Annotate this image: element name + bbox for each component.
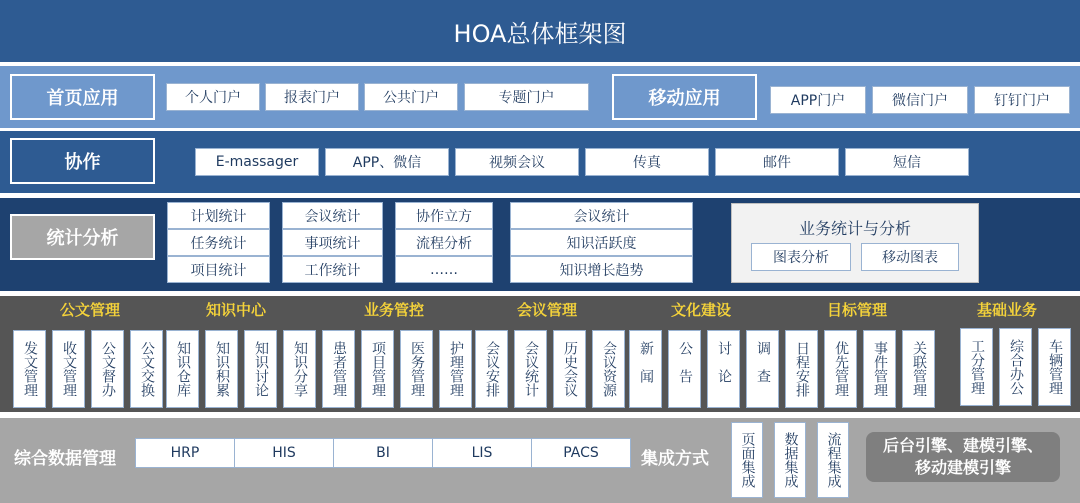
module-item: 工分管理 — [960, 328, 993, 406]
category-goal: 目标管理 — [826, 301, 887, 319]
page-title: HOA总体框架图 — [0, 0, 1080, 62]
data-management-header: 综合数据管理 — [14, 449, 116, 469]
module-item: 公文交换 — [130, 330, 163, 408]
knowledge-activity: 知识活跃度 — [510, 229, 693, 256]
public-portal: 公共门户 — [364, 83, 458, 111]
category-basic: 基础业务 — [976, 301, 1037, 319]
chart-analysis: 图表分析 — [751, 243, 851, 271]
bi-item: BI — [333, 438, 433, 468]
module-item: 公告 — [668, 330, 701, 408]
report-portal: 报表门户 — [265, 83, 359, 111]
app-wechat-item: APP、微信 — [325, 148, 449, 176]
fax-item: 传真 — [585, 148, 709, 176]
module-item: 会议资源 — [592, 330, 625, 408]
row-homepage-apps — [0, 66, 1080, 128]
homepage-apps-header: 首页应用 — [10, 74, 155, 120]
lis-item: LIS — [432, 438, 532, 468]
mail-item: 邮件 — [715, 148, 839, 176]
e-massager-item: E-massager — [195, 148, 319, 176]
meeting-stats-2: 会议统计 — [510, 202, 693, 229]
engine-panel — [866, 432, 1060, 482]
category-knowledge: 知识中心 — [205, 301, 266, 319]
app-portal: APP门户 — [770, 86, 866, 114]
process-analysis: 流程分析 — [395, 229, 493, 256]
module-item: 关联管理 — [902, 330, 935, 408]
engine-line-2: 移动建模引擎 — [914, 458, 1011, 477]
page-integration: 页面集成 — [731, 422, 763, 498]
module-item: 讨论 — [707, 330, 740, 408]
matter-stats: 事项统计 — [282, 229, 383, 256]
module-item: 事件管理 — [863, 330, 896, 408]
module-item: 知识仓库 — [166, 330, 199, 408]
plan-stats: 计划统计 — [167, 202, 270, 229]
module-item: 车辆管理 — [1038, 328, 1071, 406]
module-item: 新闻 — [629, 330, 662, 408]
engine-line-1: 后台引擎、建模引擎、 — [882, 436, 1043, 455]
module-item: 知识积累 — [205, 330, 238, 408]
module-item: 公文督办 — [91, 330, 124, 408]
sms-item: 短信 — [845, 148, 969, 176]
hrp-item: HRP — [135, 438, 235, 468]
work-stats: 工作统计 — [282, 256, 383, 283]
his-item: HIS — [234, 438, 334, 468]
mobile-chart: 移动图表 — [861, 243, 959, 271]
module-item: 护理管理 — [439, 330, 472, 408]
ellipsis-item: …… — [395, 256, 493, 283]
video-meeting-item: 视频会议 — [455, 148, 579, 176]
process-integration: 流程集成 — [817, 422, 849, 498]
module-item: 会议统计 — [514, 330, 547, 408]
business-stats-title: 业务统计与分析 — [798, 219, 911, 238]
data-integration: 数据集成 — [774, 422, 806, 498]
collab-cube: 协作立方 — [395, 202, 493, 229]
module-item: 优先管理 — [824, 330, 857, 408]
dingtalk-portal: 钉钉门户 — [974, 86, 1070, 114]
wechat-portal: 微信门户 — [872, 86, 968, 114]
module-item: 收文管理 — [52, 330, 85, 408]
module-item: 知识分享 — [283, 330, 316, 408]
pacs-item: PACS — [531, 438, 631, 468]
module-item: 项目管理 — [361, 330, 394, 408]
module-item: 医务管理 — [400, 330, 433, 408]
module-item: 知识讨论 — [244, 330, 277, 408]
module-item: 调查 — [746, 330, 779, 408]
row-data-management — [0, 418, 1080, 503]
row-statistics — [0, 198, 1080, 291]
task-stats: 任务统计 — [167, 229, 270, 256]
project-stats: 项目统计 — [167, 256, 270, 283]
module-item: 会议安排 — [475, 330, 508, 408]
knowledge-growth: 知识增长趋势 — [510, 256, 693, 283]
module-item: 综合办公 — [999, 328, 1032, 406]
module-item: 患者管理 — [322, 330, 355, 408]
category-meeting: 会议管理 — [516, 301, 577, 319]
collaboration-header: 协作 — [10, 138, 155, 184]
topic-portal: 专题门户 — [464, 83, 589, 111]
business-stats-panel — [731, 203, 979, 283]
meeting-stats: 会议统计 — [282, 202, 383, 229]
module-item: 日程安排 — [785, 330, 818, 408]
mobile-apps-header: 移动应用 — [612, 74, 757, 120]
row-business-modules — [0, 296, 1080, 412]
personal-portal: 个人门户 — [166, 83, 260, 111]
category-business-control: 业务管控 — [363, 301, 424, 319]
row-collaboration — [0, 131, 1080, 193]
statistics-header: 统计分析 — [10, 214, 155, 260]
module-item: 历史会议 — [553, 330, 586, 408]
integration-label: 集成方式 — [641, 449, 709, 469]
module-item: 发文管理 — [13, 330, 46, 408]
category-culture: 文化建设 — [670, 301, 731, 319]
category-document: 公文管理 — [59, 301, 120, 319]
